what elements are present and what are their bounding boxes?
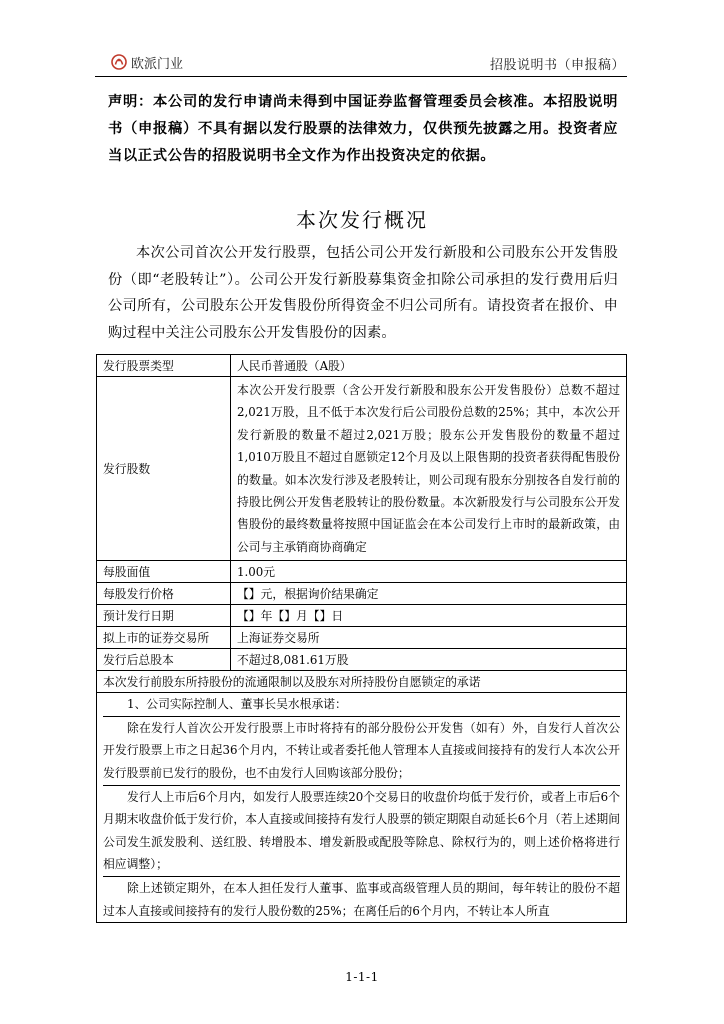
header-divider bbox=[95, 76, 627, 77]
row-label: 发行后总股本 bbox=[97, 649, 231, 671]
table-row bbox=[97, 561, 627, 583]
row-value: 不超过8,081.61万股 bbox=[231, 649, 627, 671]
row-value: 上海证券交易所 bbox=[231, 627, 627, 649]
table-row bbox=[97, 377, 627, 561]
page-number: 1-1-1 bbox=[345, 970, 379, 984]
row-value: 【】元，根据询价结果确定 bbox=[231, 583, 627, 605]
page-header bbox=[95, 50, 627, 76]
lockup-heading: 本次发行前股东所持股份的流通限制以及股东对所持股份自愿锁定的承诺 bbox=[97, 671, 627, 693]
row-value: 1.00元 bbox=[231, 561, 627, 583]
offering-summary-table bbox=[96, 354, 627, 923]
row-value: 【】年【】月【】日 bbox=[231, 605, 627, 627]
table-row bbox=[97, 355, 627, 377]
row-value: 人民币普通股（A股） bbox=[231, 355, 627, 377]
row-value: 本次公开发行股票（含公开发行新股和股东公开发售股份）总数不超过2,021万股，且不低于本次发行后公司股份总数的25%；其中，本次公开发行新股的数量不超过2,021万股；股东公开发售股份的数量不超过1,010万股且不超过自愿锁定12个月及以上限售期的投资者获得配售股份的数量。如本次发行涉及老股转让，则公司现有股东分别按各自发行前的持股比例公开发售老股转让的股份数量。本次新股发行与公司股东公开发售股份的最终数量将按照中国证监会在本公司发行上市时的最新政策，由公司与主承销商协商确定 bbox=[231, 377, 627, 561]
row-label: 发行股数 bbox=[97, 377, 231, 561]
row-label: 每股面值 bbox=[97, 561, 231, 583]
lockup-commitments bbox=[97, 693, 627, 923]
lockup-paragraph: 除上述锁定期外，在本人担任发行人董事、监事或高级管理人员的期间，每年转让的股份不超过本人直接或间接持有的发行人股份数的25%；在离任后的6个月内，不转让本人所直 bbox=[103, 881, 620, 918]
table-row bbox=[97, 583, 627, 605]
company-logo-icon bbox=[111, 54, 127, 70]
declaration-statement: 声明：本公司的发行申请尚未得到中国证券监督管理委员会核准。本招股说明书（申报稿）不具有据以发行股票的法律效力，仅供预先披露之用。投资者应当以正式公告的招股说明书全文作为作出投资决定的依据。 bbox=[108, 94, 618, 164]
lockup-paragraph: 除在发行人首次公开发行股票上市时将持有的部分股份公开发售（如有）外，自发行人首次公开发行股票上市之日起36个月内，不转让或者委托他人管理本人直接或间接持有的发行人本次公开发行股票前已发行的股份，也不由发行人回购该部分股份； bbox=[103, 720, 620, 781]
row-label: 发行股票类型 bbox=[97, 355, 231, 377]
company-logo bbox=[111, 51, 183, 73]
intro-paragraph: 本次公司首次公开发行股票，包括公司公开发行新股和公司股东公开发售股份（即“老股转让”）。公司公开发行新股募集资金扣除公司承担的发行费用后归公司所有，公司股东公开发售股份所得资金不归公司所有。请投资者在报价、申购过程中关注公司股东公开发售股份的因素。 bbox=[108, 245, 618, 341]
document-title: 招股说明书（申报稿） bbox=[489, 58, 625, 73]
table-row bbox=[97, 693, 627, 923]
table-row bbox=[97, 605, 627, 627]
row-label: 预计发行日期 bbox=[97, 605, 231, 627]
lockup-paragraph: 1、公司实际控制人、董事长吴水根承诺： bbox=[127, 697, 347, 712]
table-row bbox=[97, 627, 627, 649]
table-row bbox=[97, 671, 627, 693]
row-label: 拟上市的证券交易所 bbox=[97, 627, 231, 649]
section-title: 本次发行概况 bbox=[296, 208, 428, 232]
table-row bbox=[97, 649, 627, 671]
row-label: 每股发行价格 bbox=[97, 583, 231, 605]
company-name: 欧派门业 bbox=[131, 56, 184, 72]
lockup-paragraph: 发行人上市后6个月内，如发行人股票连续20个交易日的收盘价均低于发行价，或者上市后6个月期末收盘价低于发行价，本人直接或间接持有发行人股票的锁定期限自动延长6个月（若上述期间公司发生派发股利、送红股、转增股本、增发新股或配股等除息、除权行为的，则上述价格将进行相应调整）； bbox=[103, 789, 620, 872]
